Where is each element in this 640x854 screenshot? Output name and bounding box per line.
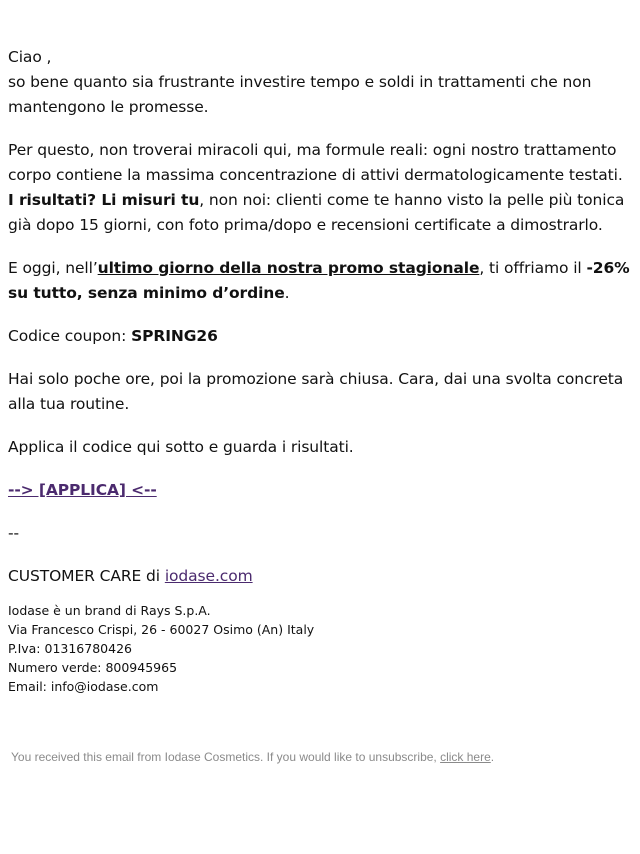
company-info	[8, 601, 632, 696]
para2-text-2: , non noi: clienti come te hanno visto la pelle più tonica già dopo 15 giorni, con foto prima/dopo e recensioni certificate a dimostrarlo.	[8, 191, 625, 234]
company-line-1: Iodase è un brand di Rays S.p.A.	[8, 603, 211, 618]
company-line-2: Via Francesco Crispi, 26 - 60027 Osimo (An) Italy	[8, 622, 315, 637]
instruction-text: Applica il codice qui sotto e guarda i risultati.	[8, 438, 354, 456]
signature	[8, 564, 632, 589]
paragraph-promo	[8, 256, 632, 306]
coupon-code: SPRING26	[131, 327, 218, 345]
website-link[interactable]: iodase.com	[164, 567, 253, 585]
company-line-4: Numero verde: 800945965	[8, 660, 178, 675]
unsubscribe-notice	[8, 750, 632, 764]
greeting-text: Ciao ,	[8, 48, 52, 66]
greeting-block	[8, 0, 632, 120]
unsubscribe-text: You received this email from Iodase Cosmetics. If you would like to unsubscribe,	[11, 750, 441, 764]
para2-bold: I risultati? Li misuri tu	[8, 191, 200, 209]
apply-button[interactable]: --> [APPLICA] <--	[8, 481, 157, 499]
urgency-text: Hai solo poche ore, poi la promozione sarà chiusa. Cara, dai una svolta concreta alla tua routine.	[8, 370, 624, 413]
intro-text: so bene quanto sia frustrante investire tempo e soldi in trattamenti che non mantengono le promesse.	[8, 73, 592, 116]
unsubscribe-end: .	[490, 750, 495, 764]
coupon-line	[8, 324, 632, 349]
paragraph-formulas	[8, 138, 632, 238]
company-line-3: P.Iva: 01316780426	[8, 641, 132, 656]
signature-prefix: CUSTOMER CARE di	[8, 567, 165, 585]
company-line-5: Email: info@iodase.com	[8, 679, 159, 694]
para2-text-1: Per questo, non troverai miracoli qui, ma formule reali: ogni nostro trattamento corpo contiene la massima concentrazione di attivi dermatologicamente testati.	[8, 141, 623, 184]
para3-text-3: .	[284, 284, 290, 302]
para3-text-2: , ti offriamo il	[479, 259, 587, 277]
para3-text-1: E oggi, nell’	[8, 259, 98, 277]
coupon-label: Codice coupon:	[8, 327, 132, 345]
unsubscribe-link[interactable]: click here	[440, 750, 491, 764]
discount-highlight: -26% su tutto, senza minimo d’ordine	[8, 259, 630, 302]
promo-highlight: ultimo giorno della nostra promo stagionale	[97, 259, 480, 277]
cta-line	[8, 478, 632, 503]
separator: --	[8, 524, 19, 542]
